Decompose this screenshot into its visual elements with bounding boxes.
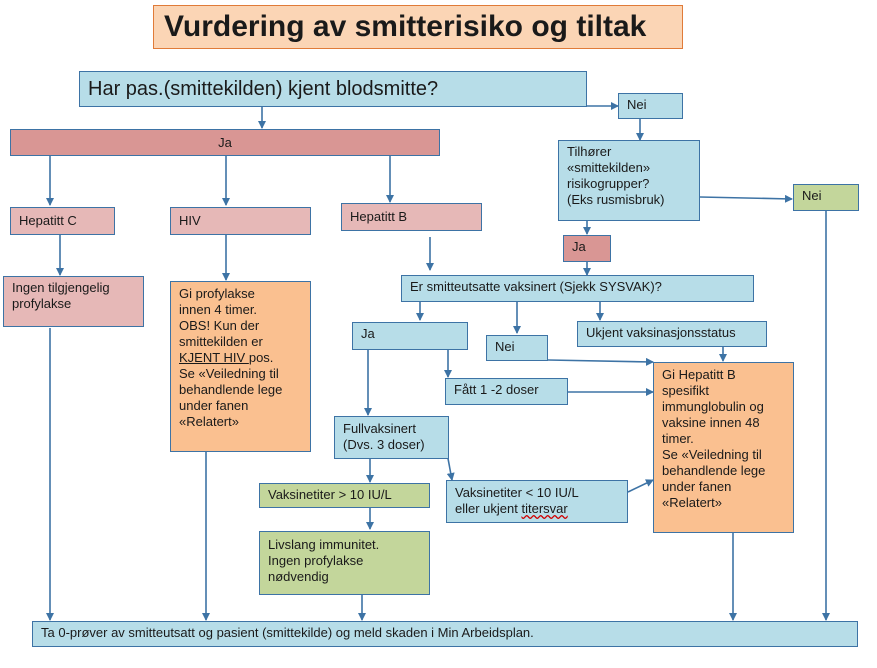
text-line	[179, 350, 302, 366]
fully-vaccinated-box	[334, 416, 449, 459]
diagram-title: Vurdering av smitterisiko og tiltak	[153, 5, 683, 49]
text-line: timer.	[662, 431, 694, 446]
nei-label: Nei	[627, 97, 647, 112]
text-line: Gi profylakse	[179, 286, 255, 301]
hiv-label: HIV	[179, 213, 201, 228]
text-line: Se «Veiledning til	[662, 447, 762, 462]
titer-low-box	[446, 480, 628, 523]
text-line: nødvendig	[268, 569, 329, 584]
text-line: (Eks rusmisbruk)	[567, 192, 665, 207]
text-line: Livslang immunitet.	[268, 537, 380, 552]
text-line: Ingen tilgjengelig	[12, 280, 110, 295]
text-part: eller ukjent	[455, 501, 522, 516]
unknown-status-label: Ukjent vaksinasjonsstatus	[586, 325, 736, 340]
text-line: Se «Veiledning til	[179, 366, 279, 381]
text-line: Fullvaksinert	[343, 421, 416, 436]
titer-high-box	[259, 483, 430, 508]
ja-label: Ja	[361, 326, 375, 341]
text-line: behandlende lege	[179, 382, 283, 397]
question-known-bloodborne	[79, 71, 587, 107]
text-line: under fanen	[179, 398, 249, 413]
text-line: vaksine innen 48	[662, 415, 760, 430]
question-text: Er smitteutsatte vaksinert (Sjekk SYSVAK)?	[410, 279, 662, 294]
text-line: «Relatert»	[179, 414, 239, 429]
pos-text: pos.	[248, 350, 274, 365]
hepatitis-c-box	[10, 207, 115, 235]
doses-1-2-box	[445, 378, 568, 405]
arrow	[700, 197, 792, 199]
titer-high-label: Vaksinetiter > 10 IU/L	[268, 487, 392, 502]
lifelong-immunity-box	[259, 531, 430, 595]
ja-label: Ja	[218, 135, 232, 150]
text-line: spesifikt	[662, 383, 709, 398]
nei-box-2	[793, 184, 859, 211]
nei-label: Nei	[802, 188, 822, 203]
text-line: OBS! Kun der	[179, 318, 260, 333]
final-action-box	[32, 621, 858, 647]
hiv-box	[170, 207, 311, 235]
risk-group-question	[558, 140, 700, 221]
ja-label: Ja	[572, 239, 586, 254]
text-line: under fanen	[662, 479, 732, 494]
text-line: innen 4 timer.	[179, 302, 258, 317]
text-line: Gi Hepatitt B	[662, 367, 736, 382]
text-line: (Dvs. 3 doser)	[343, 437, 425, 452]
text-line: profylakse	[12, 296, 72, 311]
nei-box-3	[486, 335, 548, 361]
text-line: Vaksinetiter < 10 IU/L	[455, 485, 579, 500]
titersvar-text: titersvar	[521, 501, 568, 516]
final-action-text: Ta 0-prøver av smitteutsatt og pasient (smittekilde) og meld skaden i Min Arbeidsplan.	[41, 625, 534, 640]
kjent-hiv-text: KJENT HIV	[179, 350, 249, 365]
hepatitis-b-box	[341, 203, 482, 231]
text-line: Ingen profylakse	[268, 553, 364, 568]
nei-box-1	[618, 93, 683, 119]
doses-label: Fått 1 -2 doser	[454, 382, 539, 397]
arrow	[548, 360, 653, 362]
text-line: «smittekilden»	[567, 160, 651, 175]
text-line: immunglobulin og	[662, 399, 764, 414]
hepatitis-c-label: Hepatitt C	[19, 213, 77, 228]
ja-box-2	[563, 235, 611, 262]
text-line: «Relatert»	[662, 495, 722, 510]
text-line: Tilhører	[567, 144, 612, 159]
ja-box-3	[352, 322, 468, 350]
no-prophylaxis-box	[3, 276, 144, 327]
ja-bar	[10, 129, 440, 156]
arrow	[628, 480, 653, 492]
question-text: Har pas.(smittekilden) kjent blodsmitte?	[88, 78, 439, 100]
vaccinated-question	[401, 275, 754, 302]
hepatitis-b-label: Hepatitt B	[350, 209, 408, 224]
unknown-status-box	[577, 321, 767, 347]
text-line	[455, 501, 619, 517]
text-line: behandlende lege	[662, 463, 766, 478]
hepatitis-b-action-box	[653, 362, 794, 533]
nei-label: Nei	[495, 339, 515, 354]
text-line: smittekilden er	[179, 334, 263, 349]
text-line: risikogrupper?	[567, 176, 650, 191]
hiv-action-box	[170, 281, 311, 452]
